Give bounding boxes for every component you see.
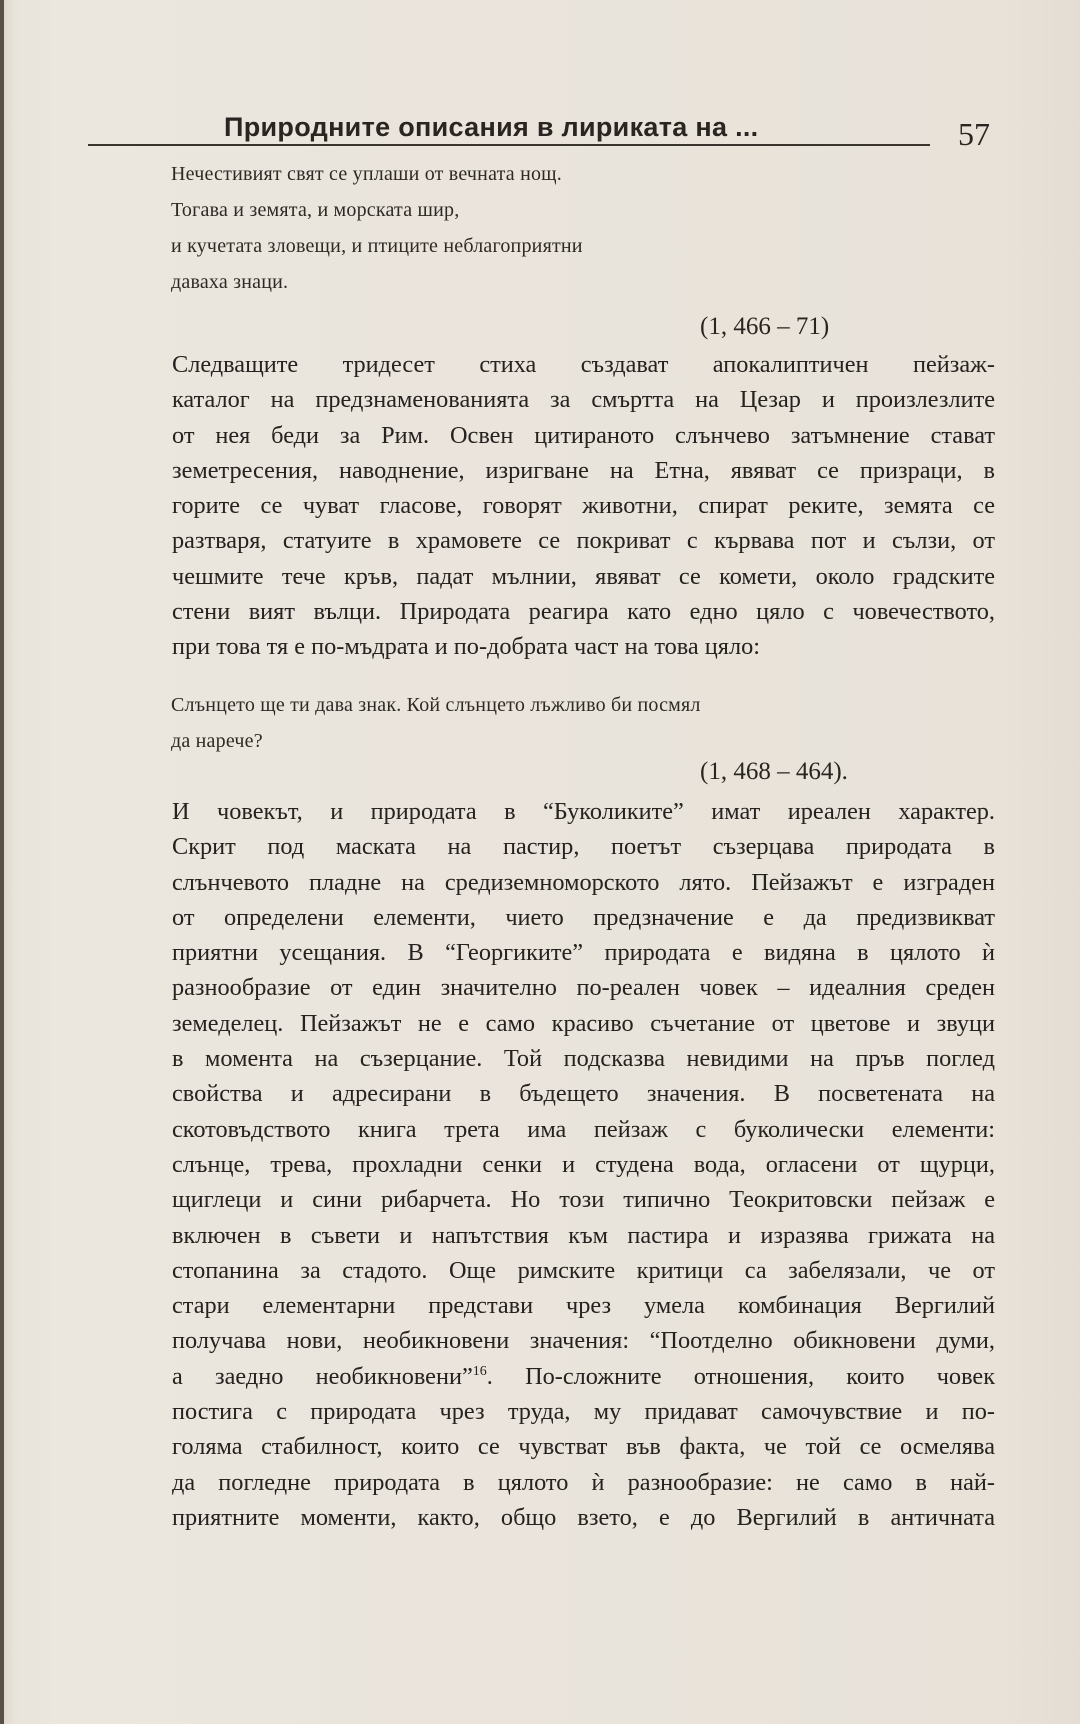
- text-line: разнообразие от един значително по-реален човек – идеалния среден: [172, 974, 995, 1002]
- text-line: приятни усещания. В “Георгиките” природата е видяна в цялото ѝ: [172, 939, 995, 967]
- verse-citation: (1, 468 – 464).: [700, 758, 848, 785]
- sentence: По-сложните отношения, които човек: [525, 1362, 995, 1390]
- text-line: слънчевото пладне на средиземноморското лято. Пейзажът е изграден: [172, 868, 995, 896]
- paragraph-2: [88, 794, 995, 1535]
- header-rule: [88, 144, 930, 146]
- running-title: Природните описания в лириката на ...: [224, 112, 759, 142]
- verse-line: даваха знаци.: [171, 271, 289, 293]
- text-line: приятните моменти, както, общо взето, е до Вергилий в античната: [172, 1503, 995, 1531]
- quoted-phrase: а заедно необикновени”: [172, 1362, 473, 1390]
- text-line: при това тя е по-мъдрата и по-добрата част на това цяло:: [172, 633, 760, 661]
- text-line: постига с природата чрез труда, му придават самочувствие и по-: [172, 1398, 995, 1426]
- verse-citation: (1, 466 – 71): [700, 313, 830, 340]
- text-line: горите се чуват гласове, говорят животни, спират реките, земята се: [172, 492, 995, 520]
- text-line: от определени елементи, чието предзначение е да предизвикват: [172, 903, 995, 931]
- text-line: да погледне природата в цялото ѝ разнообразие: не само в най-: [172, 1468, 995, 1496]
- text-line: каталог на предзнаменованията за смъртта на Цезар и произлезлите: [172, 386, 995, 414]
- text-line: свойства и адресирани в бъдещето значения. В посветената на: [172, 1080, 995, 1108]
- text-line: земетресения, наводнение, изригване на Етна, явяват се призраци, в: [172, 456, 995, 484]
- verse-line: да нарече?: [171, 730, 263, 752]
- text-line: стени вият вълци. Природата реагира като едно цяло с човечеството,: [172, 598, 995, 626]
- text-line: И човекът, и природата в “Буколиките” имат иреален характер.: [172, 798, 995, 825]
- text-line: Следващите тридесет стиха създават апокалиптичен пейзаж-: [172, 351, 995, 378]
- page-spine-edge: [0, 0, 4, 1724]
- text-line: стари елементарни представи чрез умела комбинация Вергилий: [172, 1292, 995, 1320]
- verse-line: Тогава и земята, и морската шир,: [171, 199, 460, 221]
- paragraph-1: [88, 347, 995, 665]
- footnote-reference[interactable]: 16: [472, 1363, 487, 1379]
- page-number: 57: [958, 116, 990, 152]
- text-line: от нея беди за Рим. Освен цитираното слънчево затъмнение стават: [172, 421, 995, 449]
- text-line: земеделец. Пейзажът не е само красиво съчетание от цветове и звуци: [172, 1009, 995, 1037]
- text-line: а заедно необикновени”$^{16}$. По-сложните отношения, които човек: [172, 1362, 995, 1390]
- text-line: чешмите тече кръв, падат мълнии, явяват се комети, около градските: [172, 562, 995, 590]
- running-header: [88, 108, 990, 152]
- text-line: скотовъдството книга трета има пейзаж с буколически елементи:: [172, 1115, 995, 1143]
- text-line: в момента на съзерцание. Той подсказва невидими на пръв поглед: [172, 1045, 995, 1073]
- text-line: щиглеци и сини рибарчета. Но този типично Теокритовски пейзаж е: [172, 1186, 995, 1214]
- verse-line: Слънцето ще ти дава знак. Кой слънцето лъжливо би посмял: [171, 694, 701, 716]
- text-line: разтваря, статуите в храмовете се покриват с кървава пот и сълзи, от: [172, 527, 995, 555]
- text-line: голяма стабилност, които се чувстват във факта, че той се осмелява: [172, 1433, 995, 1461]
- text-line: включен в съвети и напътствия към пастира и изразява грижата на: [172, 1221, 995, 1249]
- verse-line: Нечестивият свят се уплаши от вечната нощ.: [171, 163, 562, 185]
- text-line: стопанина за стадото. Още римските критици са забелязали, че от: [172, 1256, 995, 1284]
- text-line: получава нови, необикновени значения: “Поотделно обикновени думи,: [172, 1327, 995, 1355]
- text-line: слънце, трева, прохладни сенки и студена вода, огласени от щурци,: [172, 1150, 995, 1178]
- verse-line: и кучетата зловещи, и птиците неблагоприятни: [171, 235, 583, 257]
- text-line: Скрит под маската на пастир, поетът съзерцава природата в: [172, 833, 995, 861]
